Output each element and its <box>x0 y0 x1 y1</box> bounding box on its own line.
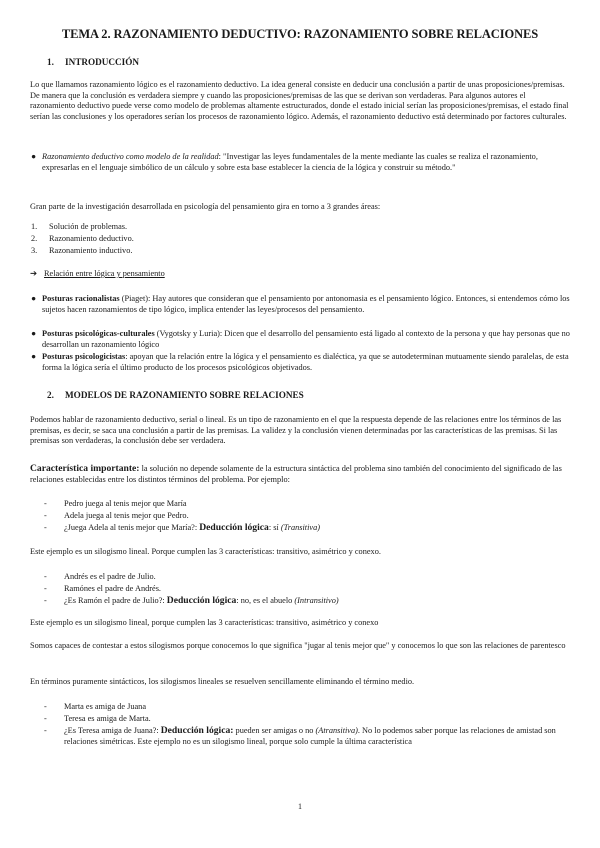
example-question <box>64 523 320 534</box>
deduction-label: Deducción lógica: <box>160 725 234 736</box>
bullet-model-italic: Razonamiento deductivo como modelo de la realidad <box>42 152 219 161</box>
posture-item-psychologicist <box>42 352 570 373</box>
important-text: la solución no depende solamente de la estructura sintáctica del problema sino también del conocimiento del significado de las relaciones establecidas entre los distintos términos del problema. Por ejemplo: <box>30 464 562 484</box>
linear-reasoning-paragraph: Podemos hablar de razonamiento deductivo, serial o lineal. Es un tipo de razonamiento en el que la respuesta depende de las relaciones entre los términos de las premisas, es decir, se saca una conclusión a partir de las premisas. La validez y la conclusión vienen determinadas por las características de las premisas. Si las premisas son verdaderas, la conclusión debe ser verdadera. <box>30 415 562 446</box>
posture-item-rationalist <box>42 294 570 315</box>
example-line: Adela juega al tenis mejor que Pedro. <box>64 511 189 520</box>
example1-note: Este ejemplo es un silogismo lineal. Porque cumplen las 3 características: transitivo, asimétrico y conexo. <box>30 547 381 556</box>
section-number: 2. <box>47 390 54 400</box>
posture-text: (Vygotsky y Luria): Dicen que el desarrollo del pensamiento está ligado al contexto de la persona y que hay personas que no desarrollan un razonamiento lógico <box>42 329 570 349</box>
example-line: Pedro juega al tenis mejor que María <box>64 499 187 508</box>
arrow-icon: ➔ <box>30 269 37 278</box>
example-line: Andrés es el padre de Julio. <box>64 572 156 581</box>
example-question-amistad <box>64 726 570 747</box>
deduction-label: Deducción lógica <box>199 522 269 533</box>
important-label: Característica importante: <box>30 463 140 474</box>
example-question <box>64 596 339 607</box>
bullet-icon: ● <box>31 152 37 161</box>
intro-paragraph: Lo que llamamos razonamiento lógico es el razonamiento deductivo. La idea general consiste en deducir una conclusión a partir de unas proposiciones/premisas. De manera que la conclusión es verdadera siempre y cuando las proposiciones/premisas de las que se derivan son verdaderas. Para algunos autores el razonamiento deductivo puede verse como modelo de problemas altamente estructurados, donde el estado inicial serían las proposiciones/premisas, el estado final serían las conclusiones y los operadores serían los procesos de razonamiento lógico. Además, el razonamiento deductivo está determinado por factores culturales. <box>30 80 569 121</box>
deduction-label: Deducción lógica <box>166 595 237 606</box>
capable-paragraph: Somos capaces de contestar a estos silogismos porque conocemos lo que significa "jugar al tenis mejor que" y conocemos lo que son las relaciones de parentesco <box>30 641 566 650</box>
question-text: ¿Juega Adela al tenis mejor que María?: <box>64 523 198 532</box>
dash-marker: - <box>44 572 47 581</box>
posture-title: Posturas psicológicas-culturales <box>42 329 155 338</box>
posture-item-cultural <box>42 329 570 350</box>
section-title: INTRODUCCIÓN <box>65 57 140 67</box>
dash-marker: - <box>44 726 47 735</box>
area-item: Razonamiento inductivo. <box>49 246 133 255</box>
dash-marker: - <box>44 714 47 723</box>
bullet-icon: ● <box>31 352 37 361</box>
property-label: (Atransitiva) <box>315 726 358 735</box>
posture-title: Posturas psicologicistas <box>42 352 126 361</box>
question-text: ¿Es Ramón el padre de Julio?: <box>64 596 165 605</box>
list-number: 3. <box>31 246 38 255</box>
bullet-model-text: : "Investigar las leyes fundamentales de la mente mediante las cuales se realiza el razonamiento, expresarlas en el lenguaje simbólico de un cálculo y sobre esta base establecer la ciencia de la lógica y construir su método." <box>42 152 538 172</box>
posture-title: Posturas racionalistas <box>42 294 120 303</box>
dash-marker: - <box>44 584 47 593</box>
question-text: ¿Es Teresa amiga de Juana?: <box>64 726 159 735</box>
property-label: (Transitiva) <box>280 523 320 532</box>
posture-text: : apoyan que la relación entre la lógica y el pensamiento es dialéctica, ya que se autodeterminan mutuamente siendo paralelas, de esta forma la lógica sería el último producto de los procesos psicológicos objetivados. <box>42 352 569 372</box>
example-line: Teresa es amiga de Marta. <box>64 714 151 723</box>
bullet-icon: ● <box>31 329 37 338</box>
bullet-icon: ● <box>31 294 37 303</box>
dash-marker: - <box>44 511 47 520</box>
relation-heading: Relación entre lógica y pensamiento <box>44 269 165 278</box>
page-number: 1 <box>298 802 302 811</box>
bullet-model-of-reality <box>42 152 570 173</box>
posture-text: (Piaget): Hay autores que consideran que el pensamiento por antonomasia es el pensamiento lógico. Entonces, si entendemos cómo los sujetos hacen razonamientos de tipo lógico, implica entender las leyes/procesos del pensamiento. <box>42 294 570 314</box>
example2-note: Este ejemplo es un silogismo lineal, porque cumplen las 3 características: transitivo, asimétrico y conexo <box>30 618 379 627</box>
example-line: Marta es amiga de Juana <box>64 702 147 711</box>
deduction-explanation: . No lo podemos saber porque las relaciones de amistad son relaciones simétricas. Este ejemplo no es un silogismo lineal, porque solo cumple la última característica <box>64 726 556 746</box>
syntactic-paragraph: En términos puramente sintácticos, los silogismos lineales se resuelven sencillamente eliminando el término medio. <box>30 677 415 686</box>
dash-marker: - <box>44 499 47 508</box>
document-title: TEMA 2. RAZONAMIENTO DEDUCTIVO: RAZONAMIENTO SOBRE RELACIONES <box>61 27 539 41</box>
dash-marker: - <box>44 702 47 711</box>
deduction-answer: pueden ser amigas o no <box>233 726 314 735</box>
important-characteristic-paragraph <box>30 464 570 485</box>
deduction-answer: : no, es el abuelo <box>236 596 293 605</box>
dash-marker: - <box>44 596 47 605</box>
deduction-answer: : sí <box>268 523 279 532</box>
area-item: Solución de problemas. <box>49 222 128 231</box>
area-item: Razonamiento deductivo. <box>49 234 134 243</box>
section-number: 1. <box>47 57 54 67</box>
areas-intro: Gran parte de la investigación desarrollada en psicología del pensamiento gira en torno a 3 grandes áreas: <box>30 202 381 211</box>
section-title: MODELOS DE RAZONAMIENTO SOBRE RELACIONES <box>65 390 304 400</box>
list-number: 1. <box>31 222 38 231</box>
example-line: Ramónes el padre de Andrés. <box>64 584 161 593</box>
property-label: (Intransitivo) <box>294 596 339 605</box>
dash-marker: - <box>44 523 47 532</box>
list-number: 2. <box>31 234 38 243</box>
